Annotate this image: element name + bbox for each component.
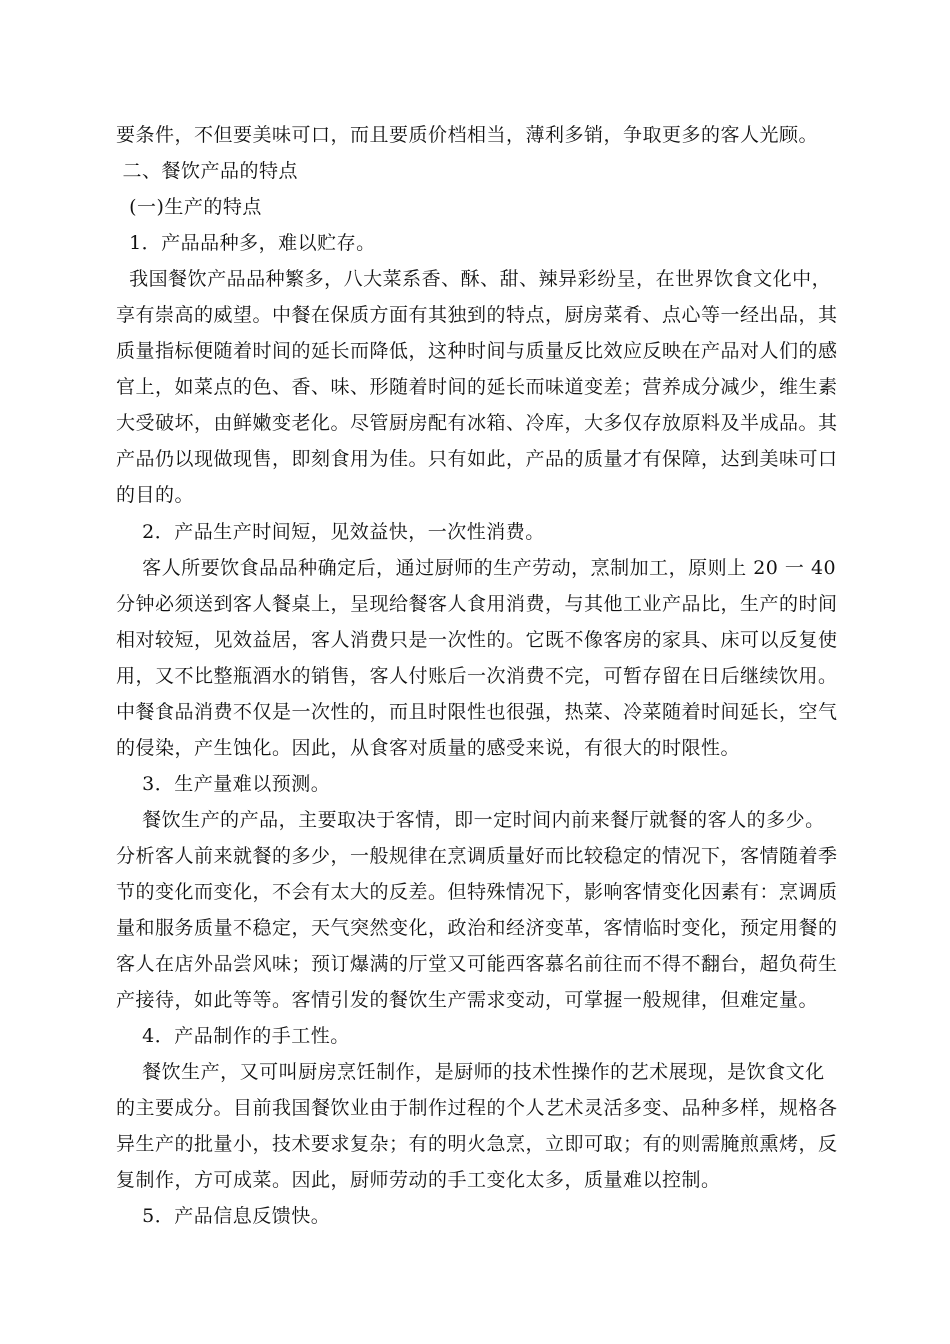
text-line: 大受破坏，由鲜嫩变老化。尽管厨房配有冰箱、冷库，大多仅存放原料及半成品。其: [116, 412, 838, 434]
item-heading: 5．产品信息反馈快。: [116, 1205, 331, 1227]
text-line: 享有崇高的威望。中餐在保质方面有其独到的特点，厨房菜肴、点心等一经出品，其: [116, 304, 838, 326]
text-line: 质量指标便随着时间的延长而降低，这种时间与质量反比效应反映在产品对人们的感: [116, 340, 838, 362]
text-line: 量和服务质量不稳定，天气突然变化，政治和经济变革，客情临时变化，预定用餐的: [116, 917, 838, 939]
text-line: 产接待，如此等等。客情引发的餐饮生产需求变动，可掌握一般规律，但难定量。: [116, 989, 819, 1011]
item-heading: 1．产品品种多，难以贮存。: [116, 232, 376, 254]
item-heading: 4．产品制作的手工性。: [116, 1025, 350, 1047]
item-heading: 2．产品生产时间短，见效益快，一次性消费。: [116, 521, 545, 543]
text-line: 我国餐饮产品品种繁多，八大菜系香、酥、甜、辣异彩纷呈，在世界饮食文化中，: [116, 268, 832, 290]
text-line: 客人所要饮食品品种确定后，通过厨师的生产劳动，烹制加工，原则上 20 一 40: [116, 557, 837, 579]
text-line: 产品仍以现做现售，即刻食用为佳。只有如此，产品的质量才有保障，达到美味可口: [116, 448, 838, 470]
text-line: 官上，如菜点的色、香、味、形随着时间的延长而味道变差；营养成分减少，维生素: [116, 376, 838, 398]
text-line: 分钟必须送到客人餐桌上，呈现给餐客人食用消费，与其他工业产品比，生产的时间: [116, 593, 838, 615]
text-line: 相对较短，见效益居，客人消费只是一次性的。它既不像客房的家具、床可以反复使: [116, 629, 838, 651]
text-line: 中餐食品消费不仅是一次性的，而且时限性也很强，热菜、冷菜随着时间延长，空气: [116, 701, 838, 723]
text-line: 节的变化而变化，不会有太大的反差。但特殊情况下，影响客情变化因素有：烹调质: [116, 881, 838, 903]
item-heading: 3．生产量难以预测。: [116, 773, 331, 795]
text-line: 分析客人前来就餐的多少，一般规律在烹调质量好而比较稳定的情况下，客情随着季: [116, 845, 838, 867]
text-line: 的主要成分。目前我国餐饮业由于制作过程的个人艺术灵活多变、品种多样，规格各: [116, 1097, 838, 1119]
text-line: 客人在店外品尝风味；预订爆满的厅堂又可能西客慕名前往而不得不翻台，超负荷生: [116, 953, 838, 975]
text-line: 的侵染，产生蚀化。因此，从食客对质量的感受来说，有很大的时限性。: [116, 737, 741, 759]
text-line: 复制作，方可成菜。因此，厨师劳动的手工变化太多，质量难以控制。: [116, 1169, 721, 1191]
text-line: 用，又不比整瓶酒水的销售，客人付账后一次消费不完，可暂存留在日后继续饮用。: [116, 665, 838, 687]
text-line: 餐饮生产的产品，主要取决于客情，即一定时间内前来餐厅就餐的客人的多少。: [116, 809, 825, 831]
text-line: 的目的。: [116, 484, 195, 506]
text-line: 要条件，不但要美味可口，而且要质价档相当，薄利多销，争取更多的客人光顾。: [116, 124, 819, 146]
section-heading: 二、餐饮产品的特点: [116, 160, 299, 182]
text-line: 异生产的批量小，技术要求复杂；有的明火急烹，立即可取；有的则需腌煎熏烤，反: [116, 1133, 838, 1155]
text-line: 餐饮生产，又可叫厨房烹饪制作，是厨师的技术性操作的艺术展现，是饮食文化: [116, 1061, 825, 1083]
subsection-heading: (一)生产的特点: [116, 196, 262, 218]
